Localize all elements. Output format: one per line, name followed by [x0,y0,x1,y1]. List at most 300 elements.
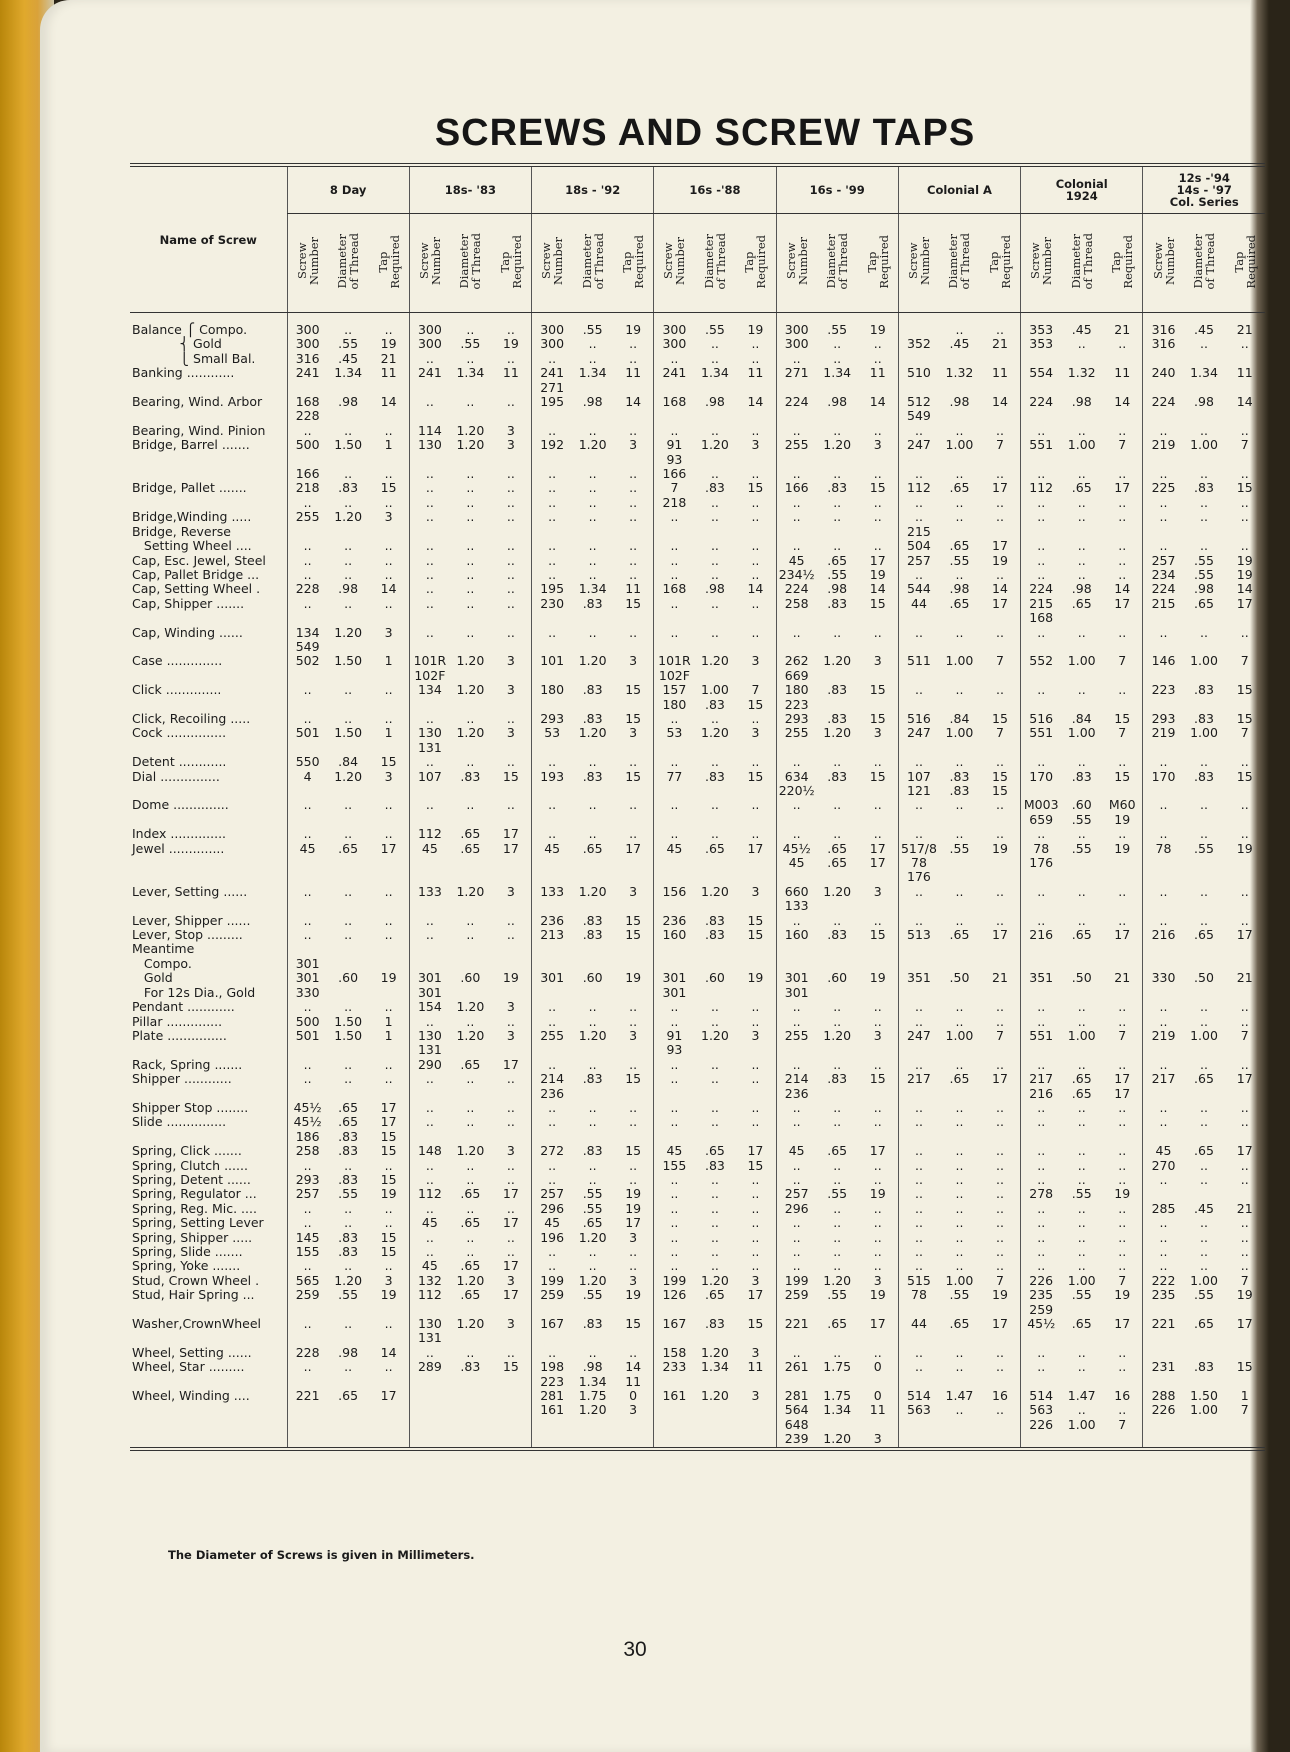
screw-number-cell: .. .. .. 168 .. [654,525,695,626]
group-header: 16s -'88 [654,165,776,214]
tap-required-cell: 7 [995,653,1004,669]
table-row [130,1000,1265,1058]
diameter-cell: .60 [338,970,359,986]
screw-number-cell: 660 133 [776,885,817,914]
tap-required-cell: .. 7 [1118,422,1127,453]
tap-required-cell: .. [1240,797,1249,813]
tap-required-cell: .. [873,624,882,640]
screw-number-cell: 228 .. [287,1346,328,1389]
diameter-cell: .. .. [588,1099,597,1130]
tap-required-cell: .. 1 1 [384,999,393,1043]
tap-required-cell: 14 [1114,394,1131,410]
diameter-cell: .. .65 [1194,912,1214,943]
diameter-cell: 1.47 .. 1.00 [1061,1389,1102,1449]
tap-required-cell: .. 19 [1114,826,1131,856]
diameter-cell: 1.34 [823,365,852,381]
screw-number-cell: .. 214 236 [532,1058,573,1101]
diameter-cell: .. .65 .. .. [1071,466,1092,525]
screw-number-cell: 166 218 .. 255 [287,467,328,525]
tap-required-cell: .. [629,797,638,813]
tap-required-cell: .. 3 [873,422,882,453]
screw-number-cell: .. .. 219 [1143,1000,1184,1058]
diameter-cell: 1.20 1.20 [456,422,485,453]
diameter-cell: 1.34 [1190,365,1218,381]
screw-name-cell: Spring, Click ....... Spring, Clutch ...... Spring, Detent ...... Spring, Regulator ... Spring, Reg. Mic. .... Spring, Setting Lever Spring, Shipper ..... Spring, Slide ....... Spring, Yoke ....... Stud, Crown Wheel . Stud, Hair Spring ... [132,1143,264,1303]
group-header: 18s - '92 [532,165,654,214]
diameter-cell: 1.20 [578,653,607,669]
diameter-cell: .. [1200,624,1208,640]
tap-required-cell: 17 [369,1389,410,1449]
tap-required-cell: 3 .. 3 [506,999,515,1043]
screw-number-cell: 516 247 [898,712,939,755]
screw-number-cell: 240 [1143,366,1184,395]
screw-number-cell: .. 513 [898,914,939,943]
diameter-cell: .. 1.00 [945,422,974,453]
screw-number-cell: .. 77 [654,755,695,798]
screw-number-cell: 45 270 .. 285 .. .. .. .. 222 235 [1143,1144,1184,1317]
tap-required-cell: .. .. .. .. [506,466,515,525]
tap-required-cell: .. .. .. .. .. .. .. .. .. 7 19 [992,1143,1008,1303]
table-row [130,424,1265,467]
diameter-cell: .. .83 [582,754,603,784]
tap-required-cell: .. [751,797,760,813]
diameter-cell: .. .. .. .98 .. [338,538,359,611]
diameter-cell: .. 1.20 [456,710,485,741]
diameter-cell: .. [1077,624,1086,640]
page-number: 30 [623,1638,647,1661]
column-subheader-label: Tap Required [1109,234,1136,289]
screw-number-cell: .. 634 220½ [776,755,817,798]
screw-number-cell: .. 170 [1143,755,1184,798]
diameter-cell: .. [466,797,475,813]
screw-number-cell: .. [532,626,573,655]
tap-required-cell: .. .. [873,1099,882,1130]
diameter-cell: .65 .65 [460,826,481,856]
screw-number-cell: 101 [532,654,573,683]
diameter-cell: .98 [704,394,725,410]
diameter-cell: .60 [582,970,603,986]
diameter-cell: 1.20 [578,883,607,899]
diameter-cell: .. [955,682,964,698]
column-subheader-label: Diameter of Thread [1191,233,1217,290]
column-subheader [491,214,532,313]
table-row [130,313,1265,367]
screw-number-cell: 134 [409,683,450,712]
screw-number-cell: 516 551 [1021,712,1062,755]
tap-required-cell: 14 [869,394,886,410]
screw-number-cell: 351 [898,942,939,1000]
tap-required-cell: 14 [625,394,642,410]
tap-required-cell: 15 [869,682,886,698]
screw-number-cell: 514 563 226 [1021,1389,1062,1449]
table-row [130,1144,1265,1317]
column-subheader-label: Diameter of Thread [946,233,973,290]
screw-number-cell: 550 4 [287,755,328,798]
diameter-cell: .. [344,883,353,899]
tap-required-cell: .. 15 [1236,754,1253,784]
tap-required-cell: .. [1118,682,1127,698]
tap-required-cell: .. 17 [380,826,397,856]
screw-name-cell: Meantime Compo. Gold For 12s Dia., Gold [132,941,256,1000]
screw-number-cell: .. .. .. .. .. .. .. .. .. 515 78 [898,1144,939,1317]
screw-number-cell [409,1389,450,1449]
diameter-cell: .65 [949,1316,970,1332]
diameter-cell: .. .83 [827,1056,848,1087]
column-subheader [817,214,858,313]
tap-required-cell: .. .. [506,912,515,943]
tap-required-cell: .. 17 [992,912,1008,943]
diameter-cell: 1.20 [823,653,852,669]
column-subheader [735,214,776,313]
screw-number-cell: 215 504 257 .. 544 44 [898,525,939,626]
tap-required-cell: 3 3 [506,422,515,453]
screw-number-cell: M003 659 [1021,798,1062,827]
table-row [130,366,1265,395]
column-subheader [939,214,980,313]
tap-required-cell: 17 [992,1316,1008,1332]
tap-required-cell: .. 3 [506,710,515,741]
diameter-cell: .. .65 .. .. [949,466,970,525]
tap-required-cell: 17 .. .. 21 .. .. .. .. 7 19 [1236,1143,1253,1303]
tap-required-cell: 17 .. .. 19 .. .. .. .. .. 3 19 [869,1143,886,1303]
tap-required-cell: 3 [629,883,638,899]
diameter-cell: .. [1077,883,1086,899]
table-row [130,1346,1265,1389]
diameter-cell: 1.00 [1067,653,1096,669]
tap-required-cell: 7 15 [747,682,764,712]
tap-required-cell: .. 15 [625,1056,642,1087]
diameter-cell: .. 1.00 [1067,422,1096,453]
screw-number-cell: .. .. .. 195 230 [532,525,573,626]
tap-required-cell: .. .. [384,1056,393,1087]
tap-required-cell: .. 17 [1114,912,1131,943]
tap-required-cell: 15 7 [1114,710,1131,741]
column-subheader-label: Tap Required [864,234,891,289]
tap-required-cell: 11 [869,365,886,381]
tap-required-cell: .. .. .. .. [629,466,638,525]
screw-number-cell: 301 301 [654,942,695,1000]
screw-number-cell: 281 161 [532,1389,573,1449]
tap-required-cell: 3 [384,624,393,640]
screw-name-cell: Banking ............ [132,365,235,381]
screw-number-cell: 301 301 [409,942,450,1000]
diameter-cell: .. .83 .. .. [704,466,725,525]
diameter-cell: .55 .. .. [827,322,848,366]
diameter-cell: .. 1.75 [823,1344,852,1375]
diameter-cell: 1.20 [456,1316,485,1332]
diameter-cell: .. .65 [949,912,970,943]
tap-required-cell: 16 .. 7 [1102,1389,1143,1449]
column-subheader [532,214,573,313]
tap-required-cell: 3 [629,653,638,669]
screw-number-cell: .. 112 .. .. [898,467,939,525]
tap-required-cell: 1 [384,653,393,669]
screw-number-cell: .. 225 .. .. [1143,467,1184,525]
screw-number-cell: .. [409,798,450,827]
column-subheader [776,214,817,313]
diameter-cell [450,1389,491,1449]
diameter-cell: .. .. [1200,1099,1208,1130]
diameter-cell: .. [588,624,597,640]
tap-required-cell: 11 [992,365,1008,381]
screw-number-cell: 316 316 [1143,313,1184,367]
diameter-cell: .. .. .. .98 .. [704,538,725,611]
screw-number-cell: .. 78 [1143,827,1184,885]
tap-required-cell: 19 [869,970,886,986]
screw-number-cell: 221 [1143,1317,1184,1346]
diameter-cell: .. .. [710,1056,719,1087]
screw-number-cell: 262 669 [776,654,817,683]
screw-number-cell: 241 [654,366,695,395]
screw-number-cell: .. [898,885,939,914]
screw-number-cell: .. .. .. .. [409,467,450,525]
tap-required-cell: .. 1 [384,710,393,741]
diameter-cell: .83 [827,682,848,698]
diameter-cell: .. .. [1077,1099,1086,1130]
diameter-cell: .45 .. [1194,322,1214,352]
diameter-cell: .. .55 .45 [338,322,359,366]
screw-number-cell: .. .. [1143,1101,1184,1144]
table-row [130,1317,1265,1346]
screw-number-cell: 236 160 [654,914,695,943]
column-subheader-label: Screw Number [294,237,321,286]
tap-required-cell: 19 [380,970,397,986]
screw-number-cell: .. .. [654,1101,695,1144]
diameter-cell: .. .65 [1194,1056,1214,1087]
column-subheader [654,214,695,313]
column-subheader-label: Screw Number [1028,237,1055,286]
column-subheader [1184,214,1225,313]
tap-required-cell: .. 0 [873,1344,882,1375]
diameter-cell: .. .. 1.00 [945,999,974,1043]
tap-required-cell: .. 15 .. 3 [380,466,397,525]
name-of-screw-header: Name of Screw [130,165,287,313]
diameter-cell: .65 .. [460,1056,481,1087]
tap-required-cell: .. .. 3 [873,999,882,1043]
screw-number-cell: 300 300 316 [287,313,328,367]
diameter-cell: 1.32 [945,365,974,381]
screw-number-cell: 133 [532,885,573,914]
tap-required-cell: 14 .. [380,1344,397,1375]
tap-required-cell: 3 [751,653,760,669]
diameter-cell: .. .65 [704,826,725,856]
tap-required-cell: .. [384,1316,393,1332]
screw-number-cell: .. 214 236 [776,1058,817,1101]
column-subheader-label: Screw Number [783,237,810,286]
diameter-cell: .83 [582,682,603,698]
screw-number-cell: 502 [287,654,328,683]
screw-number-cell: .. [532,798,573,827]
tap-required-cell: .. .. 3 [751,999,760,1043]
tap-required-cell: .. [1118,883,1127,899]
tap-required-cell: 15 15 [747,912,764,943]
diameter-cell: 1.34 [701,365,729,381]
diameter-cell: .. .. [466,912,475,943]
screw-number-cell: .. 130 131 [409,712,450,755]
column-subheader-label: Diameter of Thread [824,233,851,290]
screw-number-cell: .. 255 [776,424,817,467]
column-subheader-label: Tap Required [1231,234,1258,289]
screw-number-cell: 157 180 [654,683,695,712]
diameter-cell: 1.75 1.20 [572,1389,613,1449]
diameter-cell: .65 .83 .. .. .. .. .. .. .. 1.20 .65 [701,1143,729,1303]
tap-required-cell: .. .. 7 [1240,999,1249,1043]
tap-required-cell: 3 [506,1316,515,1332]
screw-number-cell: 293 219 [1143,712,1184,755]
tap-required-cell: .. 21 [992,322,1008,352]
diameter-cell: .83 .83 [704,912,725,943]
tap-required-cell: .. 17 17 [869,826,886,871]
tap-required-cell: 15 .. 15 19 .. .. 15 15 .. 3 19 [380,1143,397,1303]
tap-required-cell: 7 [1118,653,1127,669]
screw-number-cell: .. 219 [1143,424,1184,467]
tap-required-cell: .. 17 [625,826,642,856]
tap-required-cell: 21 [1236,970,1253,986]
group-header: 18s- '83 [409,165,531,214]
tap-required-cell: .. .. [1240,1099,1249,1130]
tap-required-cell: .. [1240,883,1249,899]
screw-number-cell: .. [287,798,328,827]
screw-number-cell: 168 228 [287,395,328,424]
screw-number-cell: 224 [1143,395,1184,424]
diameter-cell: 1.75 1.34 1.20 [817,1389,858,1449]
tap-required-cell: .. 15 [869,912,886,943]
screw-number-cell: .. 45 [654,827,695,885]
screw-number-cell: 351 [1021,942,1062,1000]
group-header: 12s -'94 14s - '97 Col. Series [1143,165,1265,214]
tap-required-cell: .. 19 [1236,826,1253,856]
diameter-cell: .65 [1071,1316,1092,1332]
table-row [130,1058,1265,1101]
tap-required-cell: 15 [1236,682,1253,698]
screw-number-cell: .. 257 234 224 215 [1143,525,1184,626]
tap-required-cell: .. .. [384,912,393,943]
tap-required-cell: .. .. [751,1056,760,1087]
diameter-cell: .. [344,682,353,698]
table-row [130,914,1265,943]
screw-number-cell: 258 .. 293 257 .. .. 145 155 .. 565 259 [287,1144,328,1317]
tap-required-cell: 14 [1236,394,1253,410]
screw-number-cell: .. [287,683,328,712]
screw-name-cell: Cap, Winding ...... [132,624,243,640]
table-row [130,467,1265,525]
tap-required-cell: .. 17 [1236,912,1253,943]
tap-required-cell: .. 15 [1114,754,1131,784]
diameter-cell: .83 .. .83 .55 .. .. .83 .83 .. 1.20 .55 [334,1143,363,1303]
tap-required-cell: 3 [751,883,760,899]
screw-number-cell: 301 301 [776,942,817,1000]
tap-required-cell: .. 15 [747,754,764,784]
diameter-cell: .. .65 .55 .98 .83 [827,538,848,611]
diameter-cell: .. .. .. .98 .65 [1071,538,1092,611]
tap-required-cell: .. [384,682,393,698]
diameter-cell: .. .65 .65 [827,826,848,871]
tap-required-cell: .. .. [506,1099,515,1130]
diameter-cell: .. .83 [460,754,481,784]
screw-number-cell: 221 [287,1389,328,1449]
diameter-cell: .83 .. .. .55 .55 .65 1.20 .. .. 1.20 .55 [578,1143,607,1303]
diameter-cell: .. 1.00 [1190,422,1218,453]
diameter-cell: .. .83 .83 [949,754,970,798]
screw-number-cell: .. .. 551 [1021,1000,1062,1058]
tap-required-cell: .. [506,624,515,640]
diameter-cell: .. .. [344,912,353,943]
diameter-cell: .. .. .. 1.34 .83 [578,538,607,611]
screw-number-cell: .. .. [287,914,328,943]
column-subheader [695,214,736,313]
diameter-cell: 1.50 [334,653,363,669]
tap-required-cell: .. .. .. 14 .. [380,538,397,611]
tap-required-cell: .. 3 [751,422,760,453]
tap-required-cell: 17 15 .. .. .. .. .. .. .. 3 17 [747,1143,764,1303]
screw-number-cell: 180 223 [776,683,817,712]
screw-number-cell: .. .. .. 224 215 168 [1021,525,1062,626]
screw-number-cell: 300 300 .. [409,313,450,367]
tap-required-cell: .. .. [995,1344,1004,1375]
diameter-cell: .. 1.50 [334,710,363,741]
tap-required-cell: 15 [625,1316,642,1332]
diameter-cell: .. .65 [582,826,603,856]
diameter-cell: .. .83 [582,1056,603,1087]
column-subheader-label: Tap Required [986,234,1013,289]
column-subheader [369,214,410,313]
tap-required-cell: 21 .. [1236,322,1253,352]
tap-required-cell: 15 3 [869,710,886,741]
tap-required-cell: .. 19 .. [502,322,519,366]
tap-required-cell: .. 1 [384,422,393,453]
tap-required-cell: .. .. [751,1099,760,1130]
tap-required-cell: .. .. [995,1099,1004,1130]
diameter-cell: .. .83 [460,1344,481,1375]
diameter-cell: .. .83 .. .. [1194,466,1214,525]
diameter-cell: .. .83 .. 1.20 [334,466,363,525]
screw-number-cell: 166 7 218 .. [654,467,695,525]
screw-number-cell: .. [898,683,939,712]
screw-name-cell: Case .............. [132,653,223,669]
diameter-cell: .. [1200,883,1208,899]
screw-number-cell: .. [1021,626,1062,655]
diameter-cell: .50 [1194,970,1214,986]
diameter-cell: .83 .83 [582,912,603,943]
screw-number-cell: 241 [287,366,328,395]
screw-number-cell: 44 [898,1317,939,1346]
diameter-cell: .98 [827,394,848,410]
screw-name-cell: Bridge, Pallet ....... Bridge,Winding ..... [132,480,252,525]
tap-required-cell: 15 3 [380,754,397,784]
screw-number-cell: 300 300 .. [532,313,573,367]
diameter-cell: .. 1.20 [578,422,607,453]
diameter-cell: 1.00 [1190,653,1218,669]
tap-required-cell: .. .. .. 11 15 [625,538,642,611]
tap-required-cell: .. 19 [992,826,1008,856]
diameter-cell: 1.34 [456,365,485,381]
footer-note: The Diameter of Screws is given in Millimeters. [168,1548,475,1562]
tap-required-cell: .. .. .. 14 .. [747,538,764,611]
diameter-cell: 1.34 [578,365,607,381]
diameter-cell: .. [955,883,964,899]
screw-number-cell: 167 [532,1317,573,1346]
tap-required-cell: 7 [1240,653,1249,669]
screw-number-cell: .. [1143,885,1184,914]
diameter-cell: .. .. .. .. .. .. .. .. .. 1.00 .55 [945,1143,974,1303]
diameter-cell: 1.20 [701,653,729,669]
diameter-cell: .. .55 [1071,826,1092,856]
tap-required-cell: .. 17 17 [1114,1056,1131,1101]
diameter-cell: .. .45 [949,322,970,352]
diameter-cell: .. [344,1316,353,1332]
screw-number-cell: 195 [532,395,573,424]
column-subheader-label: Tap Required [620,234,647,289]
